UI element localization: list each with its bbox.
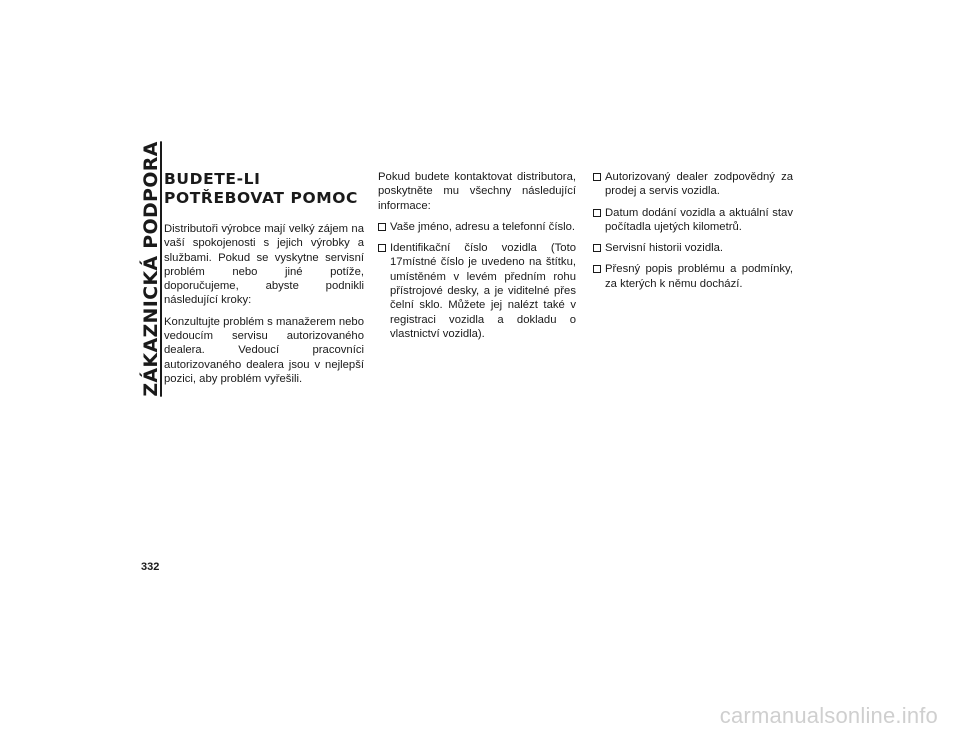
checkbox-square-icon — [593, 265, 601, 273]
checkbox-square-icon — [593, 209, 601, 217]
checkbox-square-icon — [378, 244, 386, 252]
column-left — [164, 170, 364, 393]
contact-info-list-continued — [593, 170, 793, 291]
side-section-tab — [140, 141, 162, 397]
list-item-text: Identifikační číslo vozidla (Toto 17místné číslo je uvedeno na štítku, umístěném v levém předním rohu přístrojové desky, a je viditelné přes čelní sklo. Můžete jej nalézt také v registraci vozidla a dokladu o vlastnictví vozidla). — [390, 242, 576, 340]
list-item — [378, 220, 576, 234]
checkbox-square-icon — [593, 244, 601, 252]
list-item — [378, 241, 576, 341]
list-item — [593, 262, 793, 291]
list-item-text: Autorizovaný dealer zodpovědný za prodej a servis vozidla. — [605, 171, 793, 198]
contact-info-list — [378, 220, 576, 341]
side-section-label: ZÁKAZNICKÁ PODPORA — [140, 141, 162, 397]
contact-intro: Pokud budete kontaktovat distributora, poskytněte mu všechny následující informace: — [378, 171, 576, 212]
list-item-text: Servisní historii vozidla. — [605, 242, 724, 255]
list-item-text: Datum dodání vozidla a aktuální stav počítadla ujetých kilometrů. — [605, 206, 793, 233]
list-item — [593, 206, 793, 235]
section-title: BUDETE-LI POTŘEBOVAT POMOC — [164, 170, 359, 207]
column-middle — [378, 170, 576, 348]
list-item — [593, 241, 793, 255]
checkbox-square-icon — [593, 173, 601, 181]
list-item-text: Přesný popis problému a podmínky, za kterých k němu dochází. — [605, 263, 793, 290]
column-right — [593, 170, 793, 298]
page-number: 332 — [141, 561, 160, 573]
list-item-text: Vaše jméno, adresu a telefonní číslo. — [390, 220, 576, 233]
paragraph: Konzultujte problém s manažerem nebo vedoucím servisu autorizovaného dealera. Vedoucí pracovníci autorizovaného dealera jsou v nejlepší pozici, aby problém vyřešili. — [164, 315, 364, 385]
list-item — [593, 170, 793, 199]
checkbox-square-icon — [378, 223, 386, 231]
watermark: carmanualsonline.info — [719, 703, 938, 728]
paragraph: Distributoři výrobce mají velký zájem na vaší spokojenosti s jejich výrobky a službami. Pokud se vyskytne servisní problém nebo jiné potíže, doporučujeme, abyste podnikli následující kroky: — [164, 223, 364, 307]
